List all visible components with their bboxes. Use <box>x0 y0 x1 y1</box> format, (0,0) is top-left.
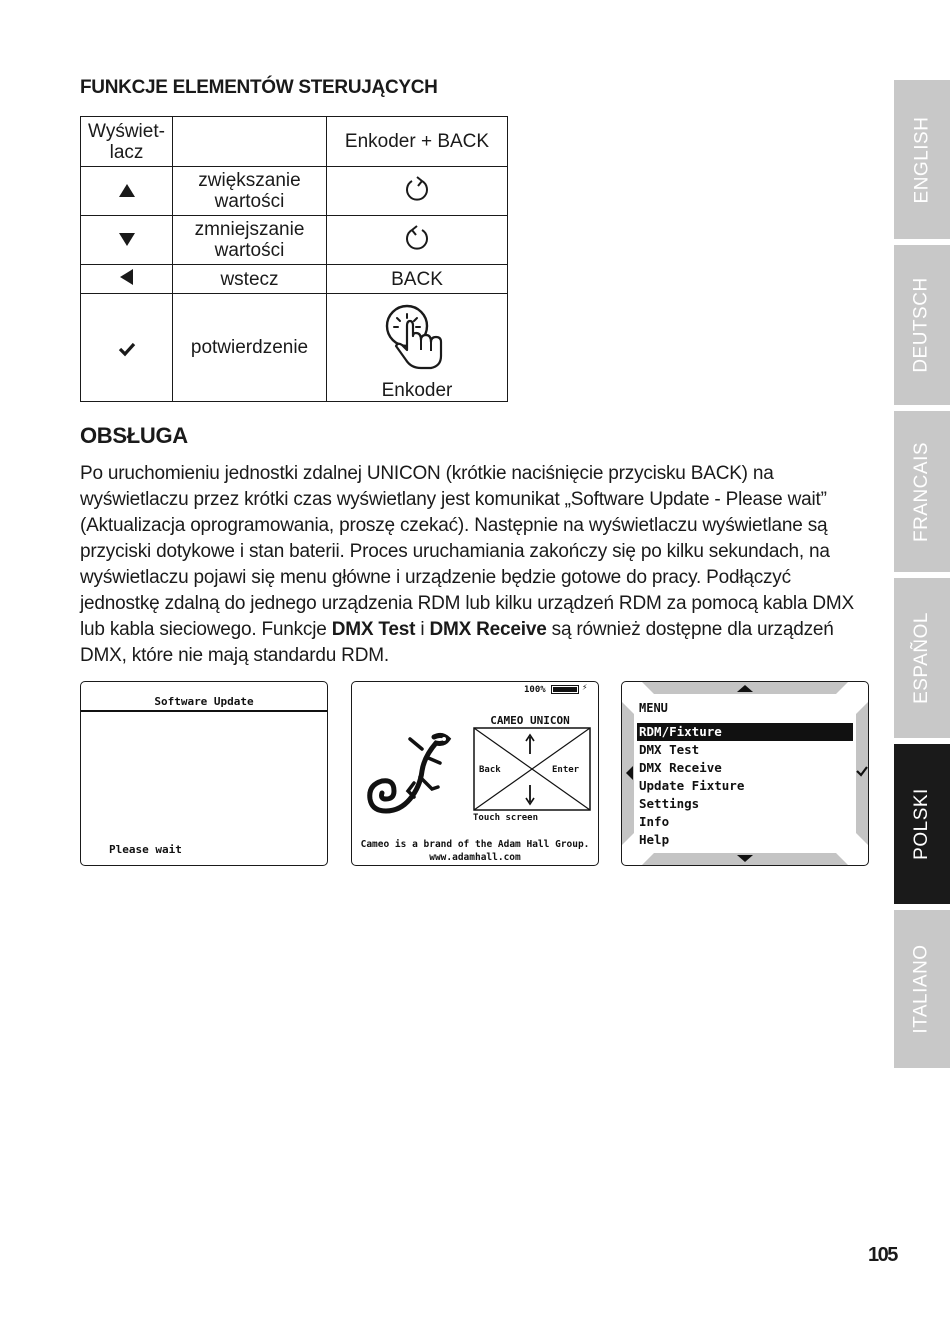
enter-zone-label: Enter <box>552 765 580 775</box>
paragraph-text: Po uruchomieniu jednostki zdalnej UNICON (krótkie naciśnięcie przycisku BACK) na wyświetlaczu przez krótki czas wyświetlany jest komunikat „Software Update - Please wait” (Aktualizacja oprogramowania, proszę czekać). Następnie na wyświetlaczu wyświetlane są przyciski dotykowe i stan baterii. Proces uruchamiania zakończy się po kilku sekundach, na wyświetlaczu pojawi się menu główne i urządzenie będzie gotowe do pracy. Podłączyć jednostkę zdalną do jednego urządzenia RDM lub kilku urządzeń RDM za pomocą kabla DMX lub kabla sieciowego. Funkcje <box>80 463 855 640</box>
charging-icon: ⚡ <box>582 683 588 693</box>
controls-table <box>80 116 508 402</box>
tab-polski[interactable]: POLSKI <box>894 744 950 904</box>
menu-item[interactable]: Help <box>639 832 670 847</box>
header-display: Wyświet-lacz <box>81 117 173 167</box>
splash-screen <box>351 681 599 866</box>
table-header-row <box>81 117 508 167</box>
back-zone-label: Back <box>479 765 501 775</box>
table-row <box>81 167 508 216</box>
menu-item[interactable]: Settings <box>639 796 700 811</box>
table-row <box>81 265 508 294</box>
rotate-clockwise-icon <box>327 167 508 216</box>
battery-icon <box>551 685 579 694</box>
header-function <box>173 117 327 167</box>
software-update-screen <box>80 681 328 866</box>
control-label: BACK <box>327 265 508 294</box>
title-divider <box>81 710 327 712</box>
encoder-cell <box>327 294 508 402</box>
menu-item[interactable]: RDM/Fixture <box>637 723 853 741</box>
left-triangle-icon <box>81 265 173 294</box>
screen-title: Software Update <box>154 695 254 708</box>
tab-italiano[interactable]: ITALIANO <box>894 910 950 1068</box>
cameo-logo-icon <box>364 727 464 819</box>
menu-item[interactable]: Update Fixture <box>639 778 745 793</box>
paragraph-text: są również dostępne dla urządzeń DMX, które nie mają standardu RDM. <box>80 619 834 666</box>
brand-line: Cameo is a brand of the Adam Hall Group. <box>360 839 590 850</box>
header-encoder: Enkoder + BACK <box>327 117 508 167</box>
table-row <box>81 294 508 402</box>
table-row <box>81 216 508 265</box>
confirm-check-button[interactable] <box>854 754 868 792</box>
touch-hand-icon <box>327 294 507 376</box>
function-label: zwiększanie wartości <box>173 167 327 216</box>
menu-item[interactable]: DMX Test <box>639 742 700 757</box>
tab-espanol[interactable]: ESPAÑOL <box>894 578 950 738</box>
rotate-counterclockwise-icon <box>327 216 508 265</box>
menu-item[interactable]: DMX Receive <box>639 760 722 775</box>
tab-francais[interactable]: FRANCAIS <box>894 411 950 572</box>
tab-english[interactable]: ENGLISH <box>894 80 950 239</box>
page-number: 105 <box>868 1244 897 1266</box>
menu-list <box>637 723 853 849</box>
dmx-test-term: DMX Test <box>331 619 416 640</box>
battery-percent: 100% <box>524 685 546 695</box>
control-label: Enkoder <box>381 380 453 401</box>
down-arrow-button[interactable] <box>727 851 763 865</box>
menu-title: MENU <box>639 701 668 715</box>
brand-url: www.adamhall.com <box>429 852 521 863</box>
touch-screen-label: Touch screen <box>473 813 539 823</box>
function-label: wstecz <box>173 265 327 294</box>
device-name: CAMEO UNICON <box>490 714 570 727</box>
status-text: Please wait <box>109 843 182 856</box>
checkmark-icon <box>81 294 173 402</box>
tab-deutsch[interactable]: DEUTSCH <box>894 245 950 405</box>
up-triangle-icon <box>81 167 173 216</box>
back-arrow-button[interactable] <box>622 754 636 792</box>
function-label: zmniejszanie wartości <box>173 216 327 265</box>
paragraph-text: i <box>415 619 430 640</box>
menu-screen <box>621 681 869 866</box>
section-title-operation: OBSŁUGA <box>80 423 188 448</box>
dmx-receive-term: DMX Receive <box>429 619 547 640</box>
function-label: potwierdzenie <box>173 294 327 402</box>
up-arrow-button[interactable] <box>727 682 763 696</box>
section-title-controls: FUNKCJE ELEMENTÓW STERUJĄCYCH <box>80 77 438 98</box>
down-triangle-icon <box>81 216 173 265</box>
menu-item[interactable]: Info <box>639 814 670 829</box>
operation-paragraph <box>80 461 865 669</box>
